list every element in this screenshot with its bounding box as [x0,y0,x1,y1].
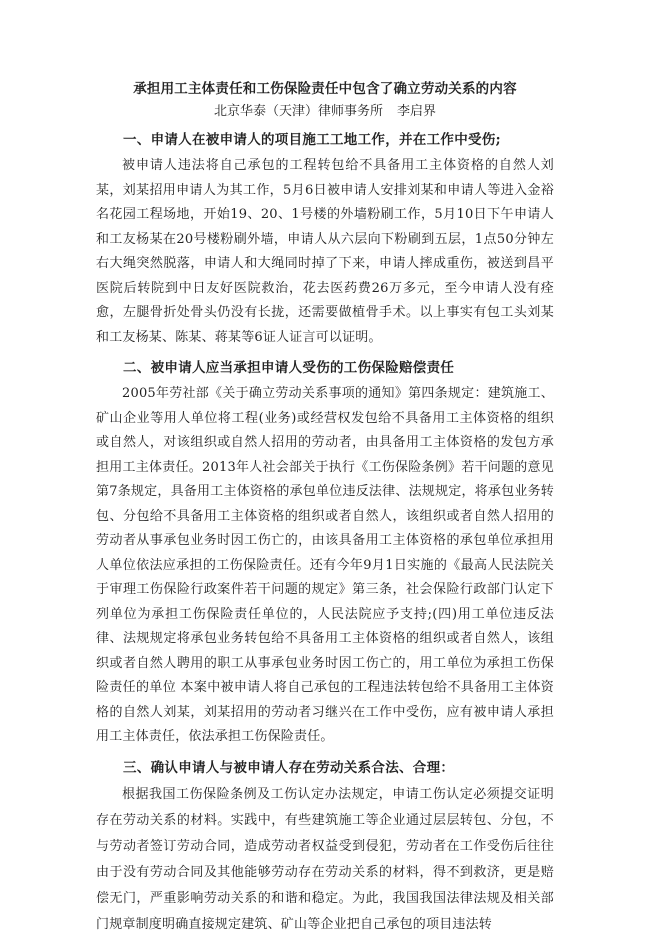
section-3-paragraph: 根据我国工伤保险条例及工伤认定办法规定，申请工伤认定必须提交证明存在劳动关系的材料。实践中，有些建筑施工等企业通过层层转包、分包，不与劳动者签订劳动合同，造成劳动者权益受到侵犯，劳动者在工作受伤后往往由于没有劳动合同及其他能够劳动存在劳动关系的材料，得不到救济，更是赔偿无门，严重影响劳动关系的和谐和稳定。为此，我国我国法律法规及相关部门规章制度明确直接规定建筑、矿山等企业把自己承包的项目违法转 [96,786,554,932]
section-spacer [96,350,554,354]
author-name: 李启界 [397,104,437,119]
section-heading-3: 三、确认申请人与被申请人存在劳动关系合法、合理： [123,759,455,776]
section-heading-1: 一、申请人在被申请人的项目施工工地工作，并在工作中受伤; [123,132,501,148]
document-title: 承担用工主体责任和工伤保险责任中包含了确立劳动关系的内容 [133,81,517,97]
section-heading-2: 二、被申请人应当承担申请人受伤的工伤保险赔偿责任 [123,360,455,376]
author-byline [96,100,554,124]
section-1-paragraph: 被申请人违法将自己承包的工程转包给不具备用工主体资格的自然人刘某，刘某招用申请人为其工作，5月6日被申请人安排刘某和申请人等进入金裕名花园工程场地，开始19、20、1号楼的外墙粉刷工作，5月10日下午申请人和工友杨某在20号楼粉刷外墙，申请人从六层向下粉刷到五层，1点50分钟左右大绳突然脱落，申请人和大绳同时掉了下来，申请人摔成重伤，被送到昌平医院后转院到中日友好医院救治，花去医药费26万多元，至今申请人没有痊愈，左腿骨折处骨头仍没有长拢，还需要做植骨手术。以上事实有包工头刘某和工友杨某、陈某、蒋某等6证人证言可以证明。 [96,158,554,345]
section-2-paragraph: 2005年劳社部《关于确立劳动关系事项的通知》第四条规定：建筑施工、矿山企业等用人单位将工程(业务)或经营权发包给不具备用工主体资格的组织或自然人，对该组织或自然人招用的劳动者，由具备用工主体资格的发包方承担用工主体责任。2013年人社会部关于执行《工伤保险条例》若干问题的意见第7条规定，具备用工主体资格的承包单位违反法律、法规规定，将承包业务转包、分包给不具备用工主体资格的组织或者自然人，该组织或者自然人招用的劳动者从事承包业务时因工伤亡的，由该具备用工主体资格的承包单位承担用人单位依法应承担的工伤保险责任。还有今年9月1日实施的《最高人民法院关于审理工伤保险行政案件若干问题的规定》第三条，社会保险行政部门认定下列单位为承担工伤保险责任单位的，人民法院应予支持;(四)用工单位违反法律、法规规定将承包业务转包给不具备用工主体资格的组织或者自然人，该组织或者自然人聘用的职工从事承包业务时因工伤亡的，用工单位为承担工伤保险责任的单位 本案中被申请人将自己承包的工程违法转包给不具备用工主体资格的自然人刘某，刘某招用的劳动者习继兴在工作中受伤，应有被申请人承担用工主体责任，依法承担工伤保险责任。 [96,386,554,744]
author-firm: 北京华泰（天津）律师事务所 [213,104,383,119]
section-spacer [96,750,554,754]
document-body [96,78,554,938]
